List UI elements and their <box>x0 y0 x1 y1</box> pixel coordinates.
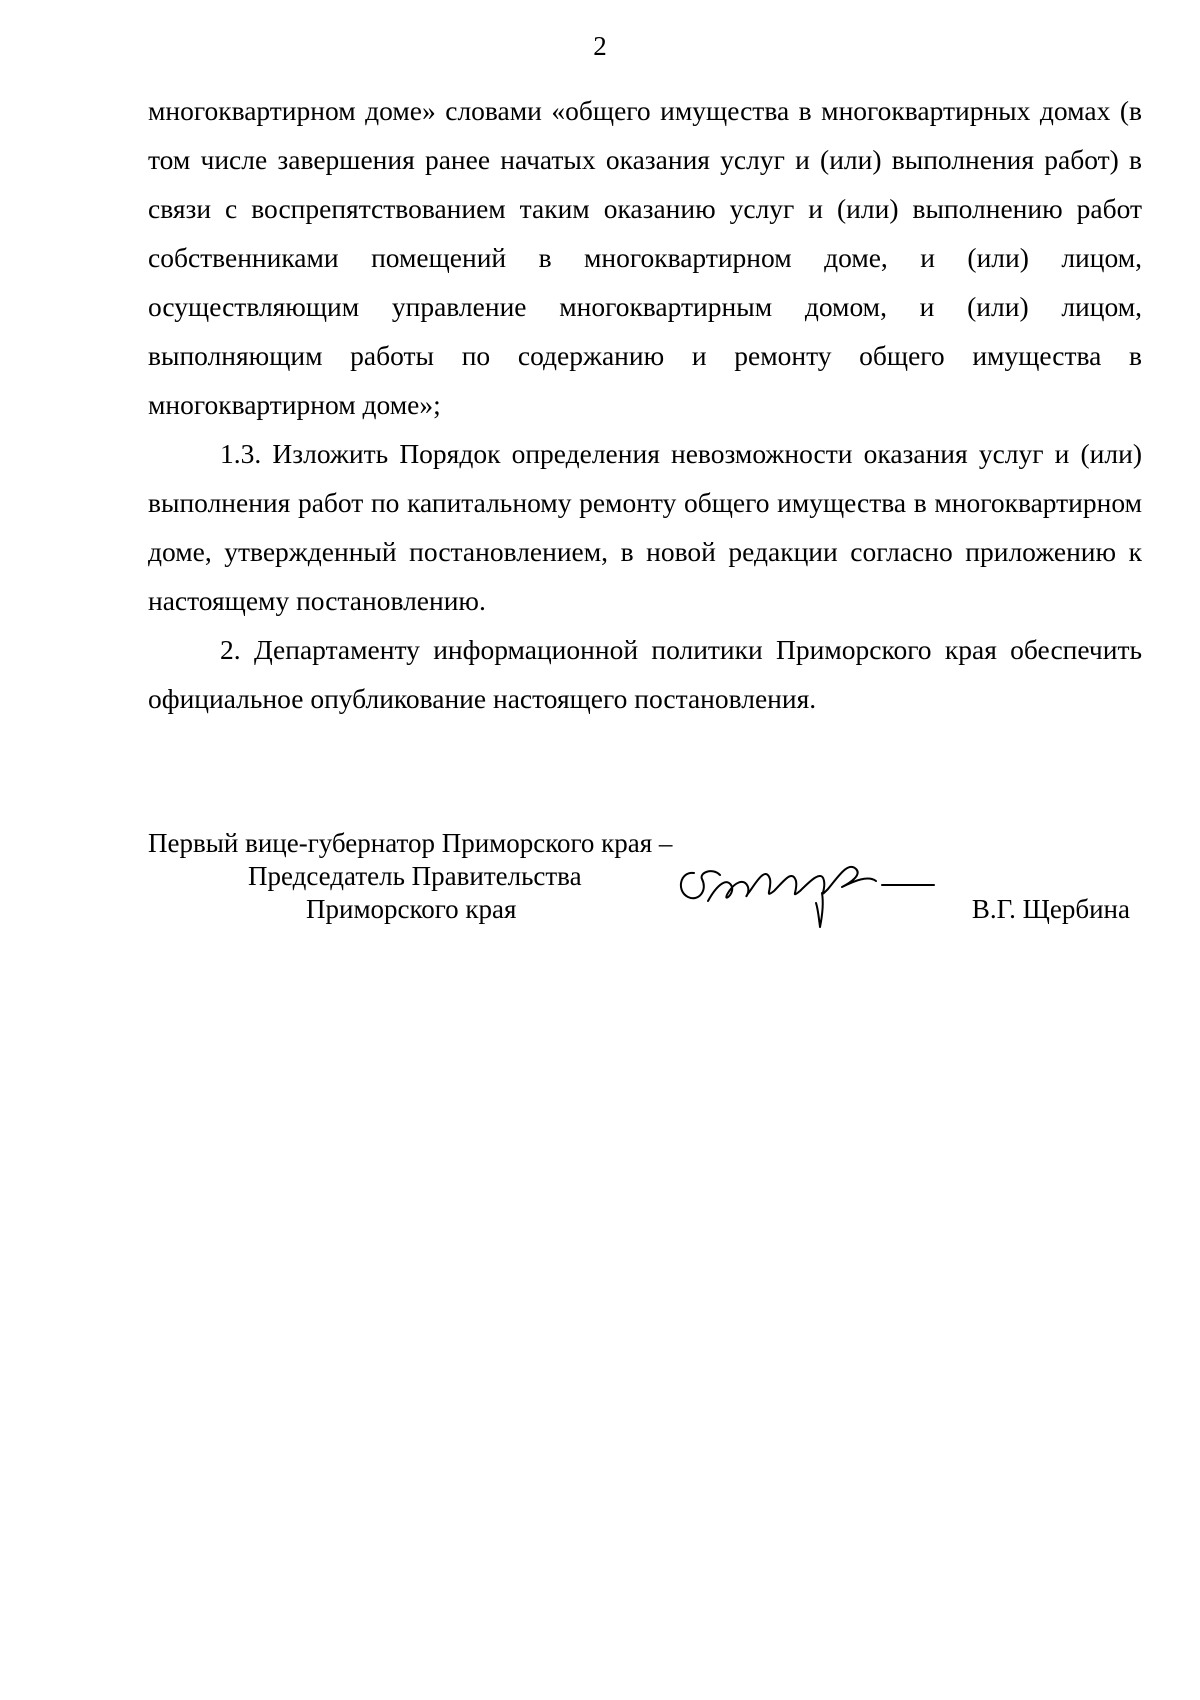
paragraph-continuation: многоквартирном доме» словами «общего имущества в многоквартирных домах (в том числе завершения ранее начатых оказания услуг и (или) выполнения работ) в связи с воспрепятствованием таким оказанию услуг и (или) выполнению работ собственниками помещений в многоквартирном доме, и (или) лицом, осуществляющим управление многоквартирным домом, и (или) лицом, выполняющим работы по содержанию и ремонту общего имущества в многоквартирном доме»; <box>148 95 1142 420</box>
handwritten-signature <box>672 847 942 947</box>
document-body <box>148 86 1142 723</box>
signature-block <box>148 827 1142 947</box>
paragraph-item-2: 2. Департаменту информационной политики Приморского края обеспечить официальное опубликование настоящего постановления. <box>148 634 1142 714</box>
paragraph-item-1-3: 1.3. Изложить Порядок определения невозможности оказания услуг и (или) выполнения работ по капитальному ремонту общего имущества в многоквартирном доме, утвержденный постановлением, в новой редакции согласно приложению к настоящему постановлению. <box>148 438 1142 616</box>
signatory-title-line-3: Приморского края <box>306 894 517 924</box>
page-number: 2 <box>593 31 607 61</box>
signatory-title-line-1: Первый вице-губернатор Приморского края – <box>148 828 673 858</box>
signatory-title-line-2: Председатель Правительства <box>248 861 582 891</box>
signatory-name: В.Г. Щербина <box>971 894 1130 924</box>
